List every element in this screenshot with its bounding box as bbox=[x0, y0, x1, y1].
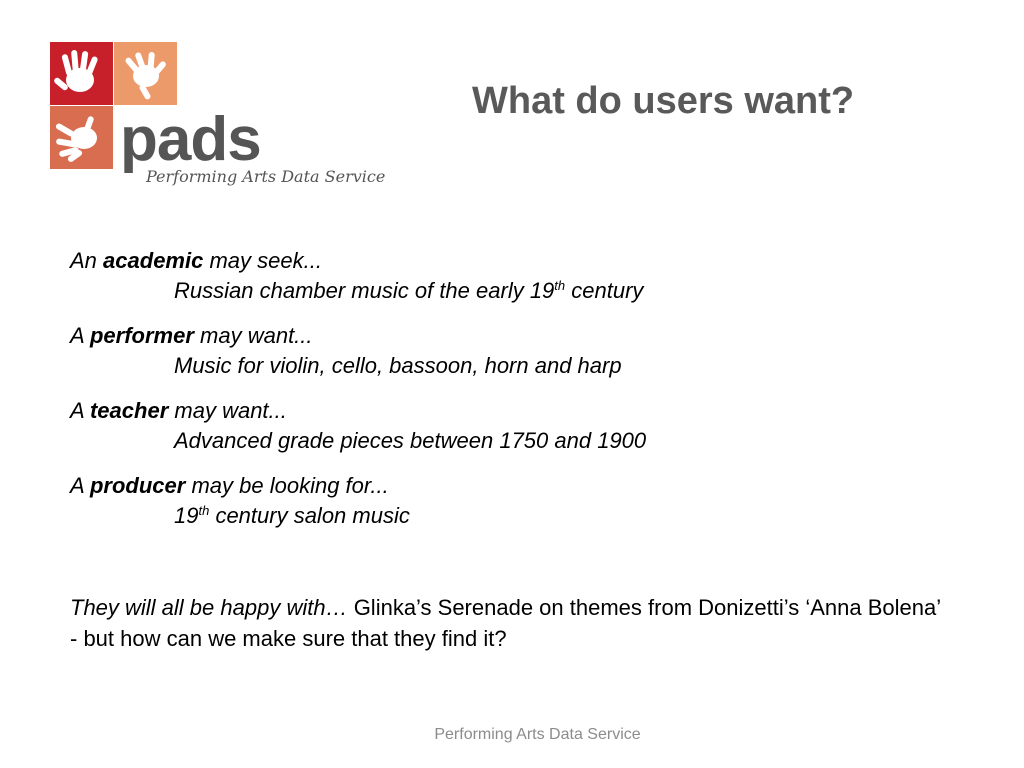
detail-text: Russian chamber music of the early 19 bbox=[174, 278, 555, 303]
role-line bbox=[70, 396, 970, 426]
ordinal-suffix: th bbox=[198, 503, 210, 518]
role-line bbox=[70, 321, 970, 351]
page-title: What do users want? bbox=[472, 80, 855, 122]
closing-statement bbox=[70, 592, 950, 654]
pads-tagline: Performing Arts Data Service bbox=[146, 167, 386, 186]
user-needs-list bbox=[70, 246, 970, 546]
article: A bbox=[70, 398, 84, 423]
verb: may be looking for... bbox=[191, 473, 389, 498]
closing-lead: They will all be happy with… bbox=[70, 595, 348, 620]
role-label: performer bbox=[89, 323, 194, 348]
detail-text: century salon music bbox=[209, 503, 410, 528]
list-item bbox=[70, 396, 970, 456]
list-item bbox=[70, 471, 970, 531]
pads-wordmark: pads bbox=[120, 105, 261, 174]
detail-text: Music for violin, cello, bassoon, horn and harp bbox=[174, 353, 622, 378]
verb: may want... bbox=[200, 323, 313, 348]
role-line bbox=[70, 246, 970, 276]
detail-line bbox=[70, 351, 970, 381]
role-label: producer bbox=[89, 473, 186, 498]
article: A bbox=[70, 473, 84, 498]
verb: may want... bbox=[174, 398, 287, 423]
article: A bbox=[70, 323, 84, 348]
footer-text: Performing Arts Data Service bbox=[434, 726, 641, 743]
detail-line bbox=[70, 426, 970, 456]
list-item bbox=[70, 246, 970, 306]
detail-line bbox=[70, 501, 970, 531]
pads-logo-graphic bbox=[50, 40, 400, 200]
pads-logo bbox=[50, 40, 400, 200]
ordinal-suffix: th bbox=[554, 278, 566, 293]
role-line bbox=[70, 471, 970, 501]
role-label: teacher bbox=[89, 398, 169, 423]
detail-line bbox=[70, 276, 970, 306]
role-label: academic bbox=[103, 248, 204, 273]
verb: may seek... bbox=[209, 248, 322, 273]
closing-text: Glinka’s Serenade on themes from Donizetti’s ‘Anna Bolena’ - but how can we make sure that they find it? bbox=[70, 595, 941, 651]
article: An bbox=[70, 248, 97, 273]
detail-text: 19 bbox=[174, 503, 199, 528]
detail-text: Advanced grade pieces between 1750 and 1900 bbox=[174, 428, 647, 453]
detail-text: century bbox=[565, 278, 644, 303]
list-item bbox=[70, 321, 970, 381]
